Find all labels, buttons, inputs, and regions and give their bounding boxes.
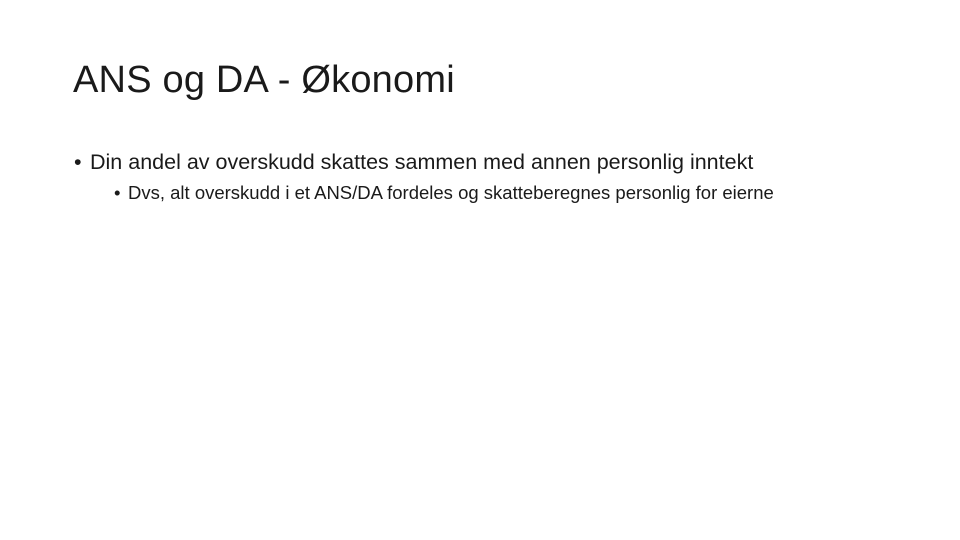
bullet-dot-icon: • [74, 150, 82, 174]
bullet-row [74, 147, 914, 177]
sub-bullet-item [114, 180, 914, 206]
sub-bullet-text: Dvs, alt overskudd i et ANS/DA fordeles og skatteberegnes personlig for eierne [128, 182, 774, 203]
slide-title: ANS og DA - Økonomi [73, 59, 455, 101]
bullet-text: Din andel av overskudd skattes sammen med annen personlig inntekt [90, 150, 754, 174]
bullet-item [74, 147, 914, 206]
sub-bullet-list [74, 180, 914, 206]
sub-bullet-dot-icon: • [114, 182, 121, 203]
bullet-list [74, 147, 914, 206]
